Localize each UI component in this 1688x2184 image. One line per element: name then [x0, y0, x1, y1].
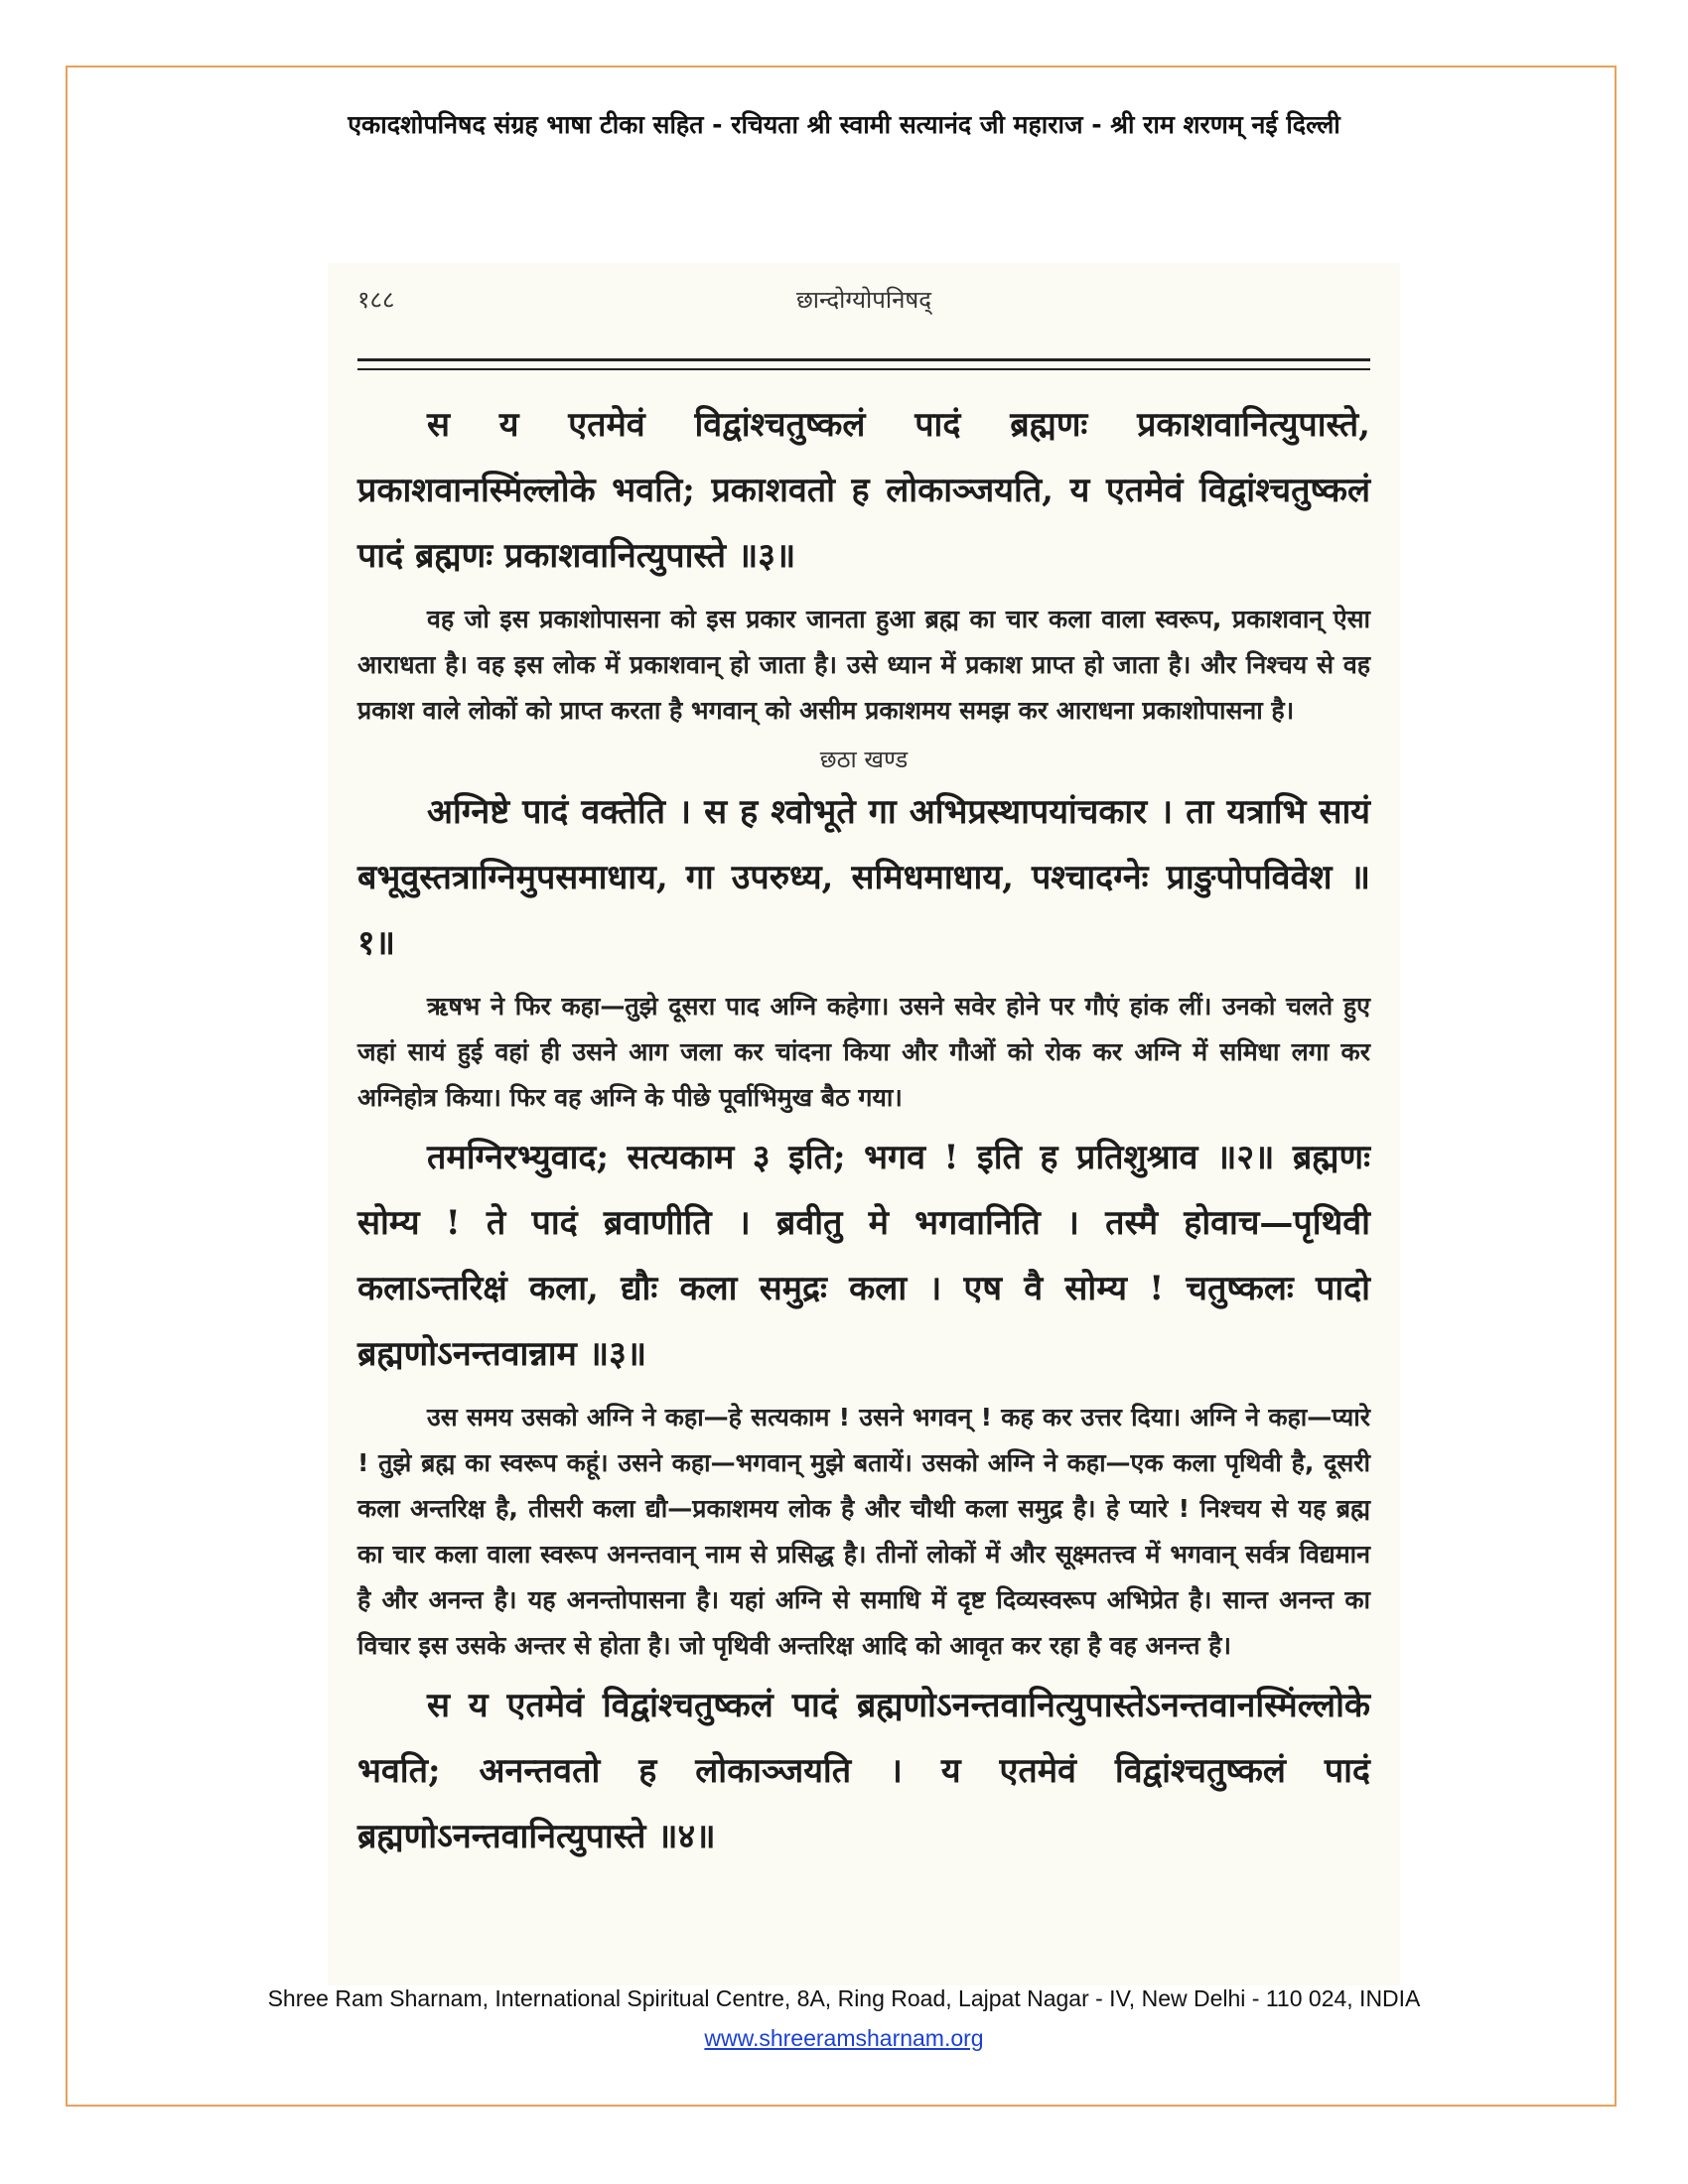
- document-header: एकादशोपनिषद संग्रह भाषा टीका सहित - रचियता श्री स्वामी सत्यानंद जी महाराज - श्री राम शरणम् नई दिल्ली: [348, 110, 1340, 139]
- hindi-commentary-1: वह जो इस प्रकाशोपासना को इस प्रकार जानता हुआ ब्रह्म का चार कला वाला स्वरूप, प्रकाशवान् ऐसा आराधता है। वह इस लोक में प्रकाशवान् हो जाता है। उसे ध्यान में प्रकाश प्राप्त हो जाता है। और निश्चय से वह प्रकाश वाले लोकों को प्राप्त करता है भगवान् को असीम प्रकाशमय समझ कर आराधना प्रकाशोपासना है।: [357, 605, 1370, 725]
- sanskrit-verse-4: स य एतमेवं विद्वांश्चतुष्कलं पादं ब्रह्मणोऽनन्तवानित्युपास्तेऽनन्तवानस्मिंल्लोके भवति; अनन्तवतो ह लोकाञ्जयति । य एतमेवं विद्वांश्चतुष्कलं पादं ब्रह्मणोऽनन्तवानित्युपास्ते ॥४॥: [357, 1686, 1370, 1856]
- header-rule-thin: [357, 368, 1370, 370]
- header-rule-thick: [357, 358, 1370, 361]
- website-link[interactable]: www.shreeramsharnam.org: [704, 2025, 984, 2051]
- page-content: [357, 392, 1370, 1869]
- section-heading: छठा खण्ड: [819, 746, 909, 773]
- hindi-commentary-3: उस समय उसको अग्नि ने कहा—हे सत्यकाम ! उसने भगवन् ! कह कर उत्तर दिया। अग्नि ने कहा—प्यारे ! तुझे ब्रह्म का स्वरूप कहूं। उसने कहा—भगवान् मुझे बतायें। उसको अग्नि ने कहा—एक कला पृथिवी है, दूसरी कला अन्तरिक्ष है, तीसरी कला द्यौ—प्रकाशमय लोक है और चौथी कला समुद्र है। हे प्यारे ! निश्चय से यह ब्रह्म का चार कला वाला स्वरूप अनन्तवान् नाम से प्रसिद्ध है। तीनों लोकों में और सूक्ष्मतत्त्व में भगवान् सर्वत्र विद्यमान है और अनन्त है। यह अनन्तोपासना है। यहां अग्नि से समाधि में दृष्ट दिव्यस्वरूप अभिप्रेत है। सान्त अनन्त का विचार इस उसके अन्तर से होता है। जो पृथिवी अन्तरिक्ष आदि को आवृत कर रहा है वह अनन्त है।: [357, 1403, 1370, 1660]
- sanskrit-verse-1: स य एतमेवं विद्वांश्चतुष्कलं पादं ब्रह्मणः प्रकाशवानित्युपास्ते, प्रकाशवानस्मिंल्लोके भवति; प्रकाशवतो ह लोकाञ्जयति, य एतमेवं विद्वांश्चतुष्कलं पादं ब्रह्मणः प्रकाशवानित्युपास्ते ॥३॥: [357, 405, 1370, 576]
- page-number: १८८: [357, 286, 395, 314]
- footer-address: Shree Ram Sharnam, International Spiritual Centre, 8A, Ring Road, Lajpat Nagar - IV, New Delhi - 110 024, INDIA: [267, 1985, 1421, 2011]
- scanned-page: [328, 263, 1400, 1985]
- sanskrit-verse-2: अग्निष्टे पादं वक्तेति । स ह श्वोभूते गा अभिप्रस्थापयांचकार । ता यत्राभि सायं बभूवुस्तत्राग्निमुपसमाधाय, गा उपरुध्य, समिधमाधाय, पश्चादग्नेः प्राङुपोपविवेश ॥१॥: [357, 792, 1370, 963]
- sanskrit-verse-3: तमग्निरभ्युवाद; सत्यकाम ३ इति; भगव ! इति ह प्रतिशुश्राव ॥२॥ ब्रह्मणः सोम्य ! ते पादं ब्रवाणीति । ब्रवीतु मे भगवानिति । तस्मै होवाच—पृथिवी कलाऽन्तरिक्षं कला, द्यौः कला समुद्रः कला । एष वै सोम्य ! चतुष्कलः पादो ब्रह्मणोऽनन्तवान्नाम ॥३॥: [357, 1138, 1370, 1374]
- hindi-commentary-2: ऋषभ ने फिर कहा—तुझे दूसरा पाद अग्नि कहेगा। उसने सवेर होने पर गौएं हांक लीं। उनको चलते हुए जहां सायं हुई वहां ही उसने आग जला कर चांदना किया और गौओं को रोक कर अग्नि में समिधा लगा कर अग्निहोत्र किया। फिर वह अग्नि के पीछे पूर्वाभिमुख बैठ गया।: [357, 992, 1370, 1112]
- running-head: [357, 283, 1370, 323]
- running-title: छान्दोग्योपनिषद्: [795, 286, 932, 314]
